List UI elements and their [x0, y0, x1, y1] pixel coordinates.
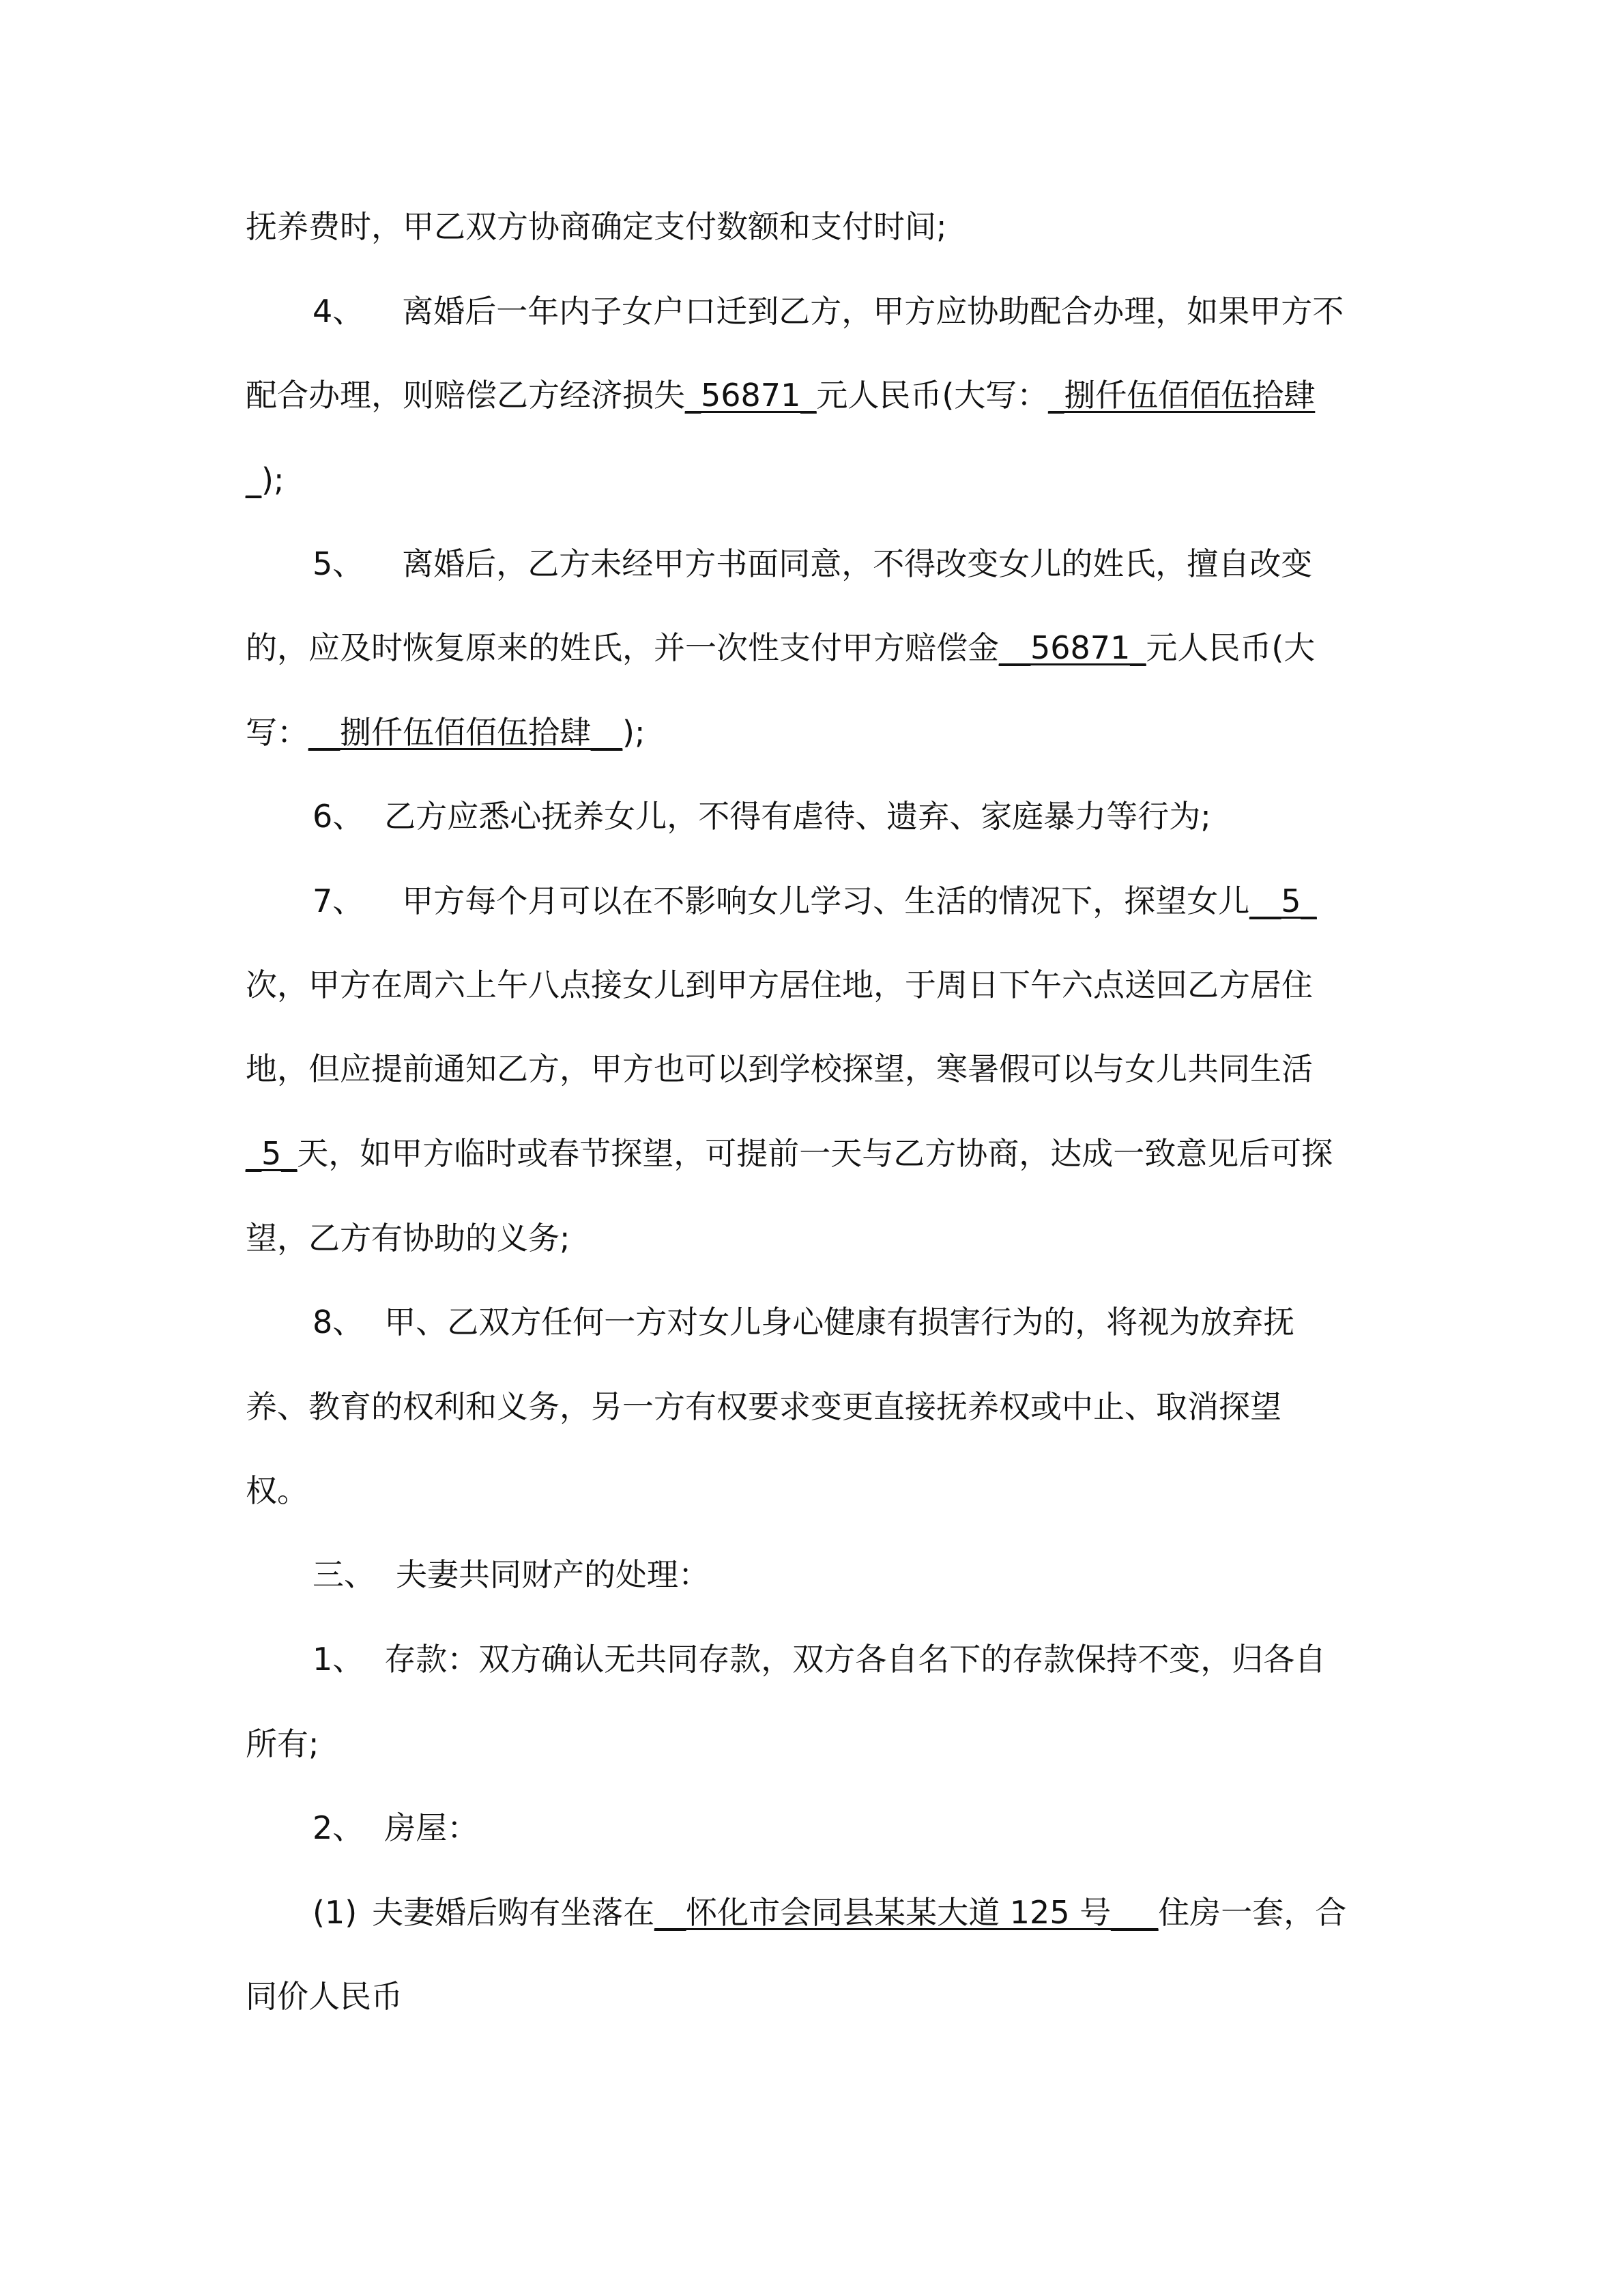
document-line [246, 374, 1315, 416]
text-run: 7、 [313, 882, 364, 919]
text-run: (1) [313, 1894, 358, 1931]
filled-blank: _ [246, 461, 261, 498]
text-run: 权。 [246, 1472, 308, 1509]
filled-blank: _捌仟伍佰佰伍拾肆 [1048, 377, 1316, 414]
document-line [246, 1048, 1313, 1090]
document-line [313, 1638, 1326, 1680]
text-run: 存款：双方确认无共同存款，双方各自名下的存款保持不变，归各自 [384, 1641, 1326, 1678]
text-run: 望，乙方有协助的义务; [246, 1220, 570, 1257]
document-line [246, 1975, 403, 2018]
document-line [246, 1386, 1281, 1428]
text-run: 次，甲方在周六上午八点接女儿到甲方居住地，于周日下午六点送回乙方居住 [246, 966, 1313, 1003]
text-run: 4、 [313, 293, 364, 330]
document-line [313, 795, 1211, 837]
text-run: 夫妻共同财产的处理： [396, 1556, 710, 1593]
text-run: 写： [246, 714, 308, 751]
text-run: 天，如甲方临时或春节探望，可提前一天与乙方协商，达成一致意见后可探 [297, 1135, 1333, 1172]
document-line [246, 205, 947, 248]
text-run: 1、 [313, 1641, 364, 1678]
text-run: 5、 [313, 545, 364, 582]
filled-blank: __捌仟伍佰佰伍拾肆__ [308, 714, 622, 751]
filled-blank: __怀化市会同县某某大道 125 号___ [654, 1894, 1159, 1931]
document-line [313, 1891, 1346, 1934]
text-run: 抚养费时，甲乙双方协商确定支付数额和支付时间; [246, 208, 947, 245]
document-line [246, 1723, 319, 1765]
filled-blank: __56871_ [999, 629, 1146, 666]
text-run: ); [261, 461, 285, 498]
text-run: 离婚后一年内子女户口迁到乙方，甲方应协助配合办理，如果甲方不 [402, 293, 1344, 330]
text-run: 2、 [313, 1809, 364, 1846]
document-line [246, 711, 645, 754]
text-run: 乙方应悉心抚养女儿，不得有虐待、遗弃、家庭暴力等行为; [384, 798, 1211, 835]
filled-blank: __5_ [1249, 882, 1317, 919]
text-run: 甲方每个月可以在不影响女儿学习、生活的情况下，探望女儿 [402, 882, 1250, 919]
document-line [246, 1217, 570, 1259]
document-line [246, 1132, 1333, 1175]
filled-blank: _56871_ [685, 377, 817, 414]
text-run: 同价人民币 [246, 1978, 403, 2015]
document-line [246, 1469, 308, 1512]
document-line [313, 880, 1317, 922]
text-run: 8、 [313, 1304, 364, 1340]
text-run: 房屋： [384, 1809, 479, 1846]
text-run: 离婚后，乙方未经甲方书面同意，不得改变女儿的姓氏，擅自改变 [402, 545, 1313, 582]
text-run: 地，但应提前通知乙方，甲方也可以到学校探望，寒暑假可以与女儿共同生活 [246, 1050, 1313, 1087]
text-run: 的，应及时恢复原来的姓氏，并一次性支付甲方赔偿金 [246, 629, 999, 666]
document-line [246, 459, 284, 501]
text-run: 夫妻婚后购有坐落在 [372, 1894, 655, 1931]
document-line [313, 543, 1312, 585]
text-run: 三、 [313, 1556, 375, 1593]
text-run: 所有; [246, 1725, 319, 1762]
text-run: 配合办理，则赔偿乙方经济损失 [246, 377, 685, 414]
document-line [313, 290, 1344, 332]
text-run: ); [622, 714, 646, 751]
text-run: 养、教育的权利和义务，另一方有权要求变更直接抚养权或中止、取消探望 [246, 1388, 1281, 1425]
document-line [246, 627, 1315, 669]
text-run: 6、 [313, 798, 364, 835]
document-line [313, 1301, 1294, 1343]
text-run: 住房一套，合 [1158, 1894, 1347, 1931]
text-run: 元人民币(大写： [816, 377, 1049, 414]
document-line [313, 1553, 710, 1596]
filled-blank: _5_ [246, 1135, 298, 1172]
document-line [313, 1807, 478, 1849]
document-line [246, 964, 1313, 1006]
text-run: 甲、乙双方任何一方对女儿身心健康有损害行为的，将视为放弃抚 [384, 1304, 1295, 1340]
text-run: 元人民币(大 [1146, 629, 1316, 666]
